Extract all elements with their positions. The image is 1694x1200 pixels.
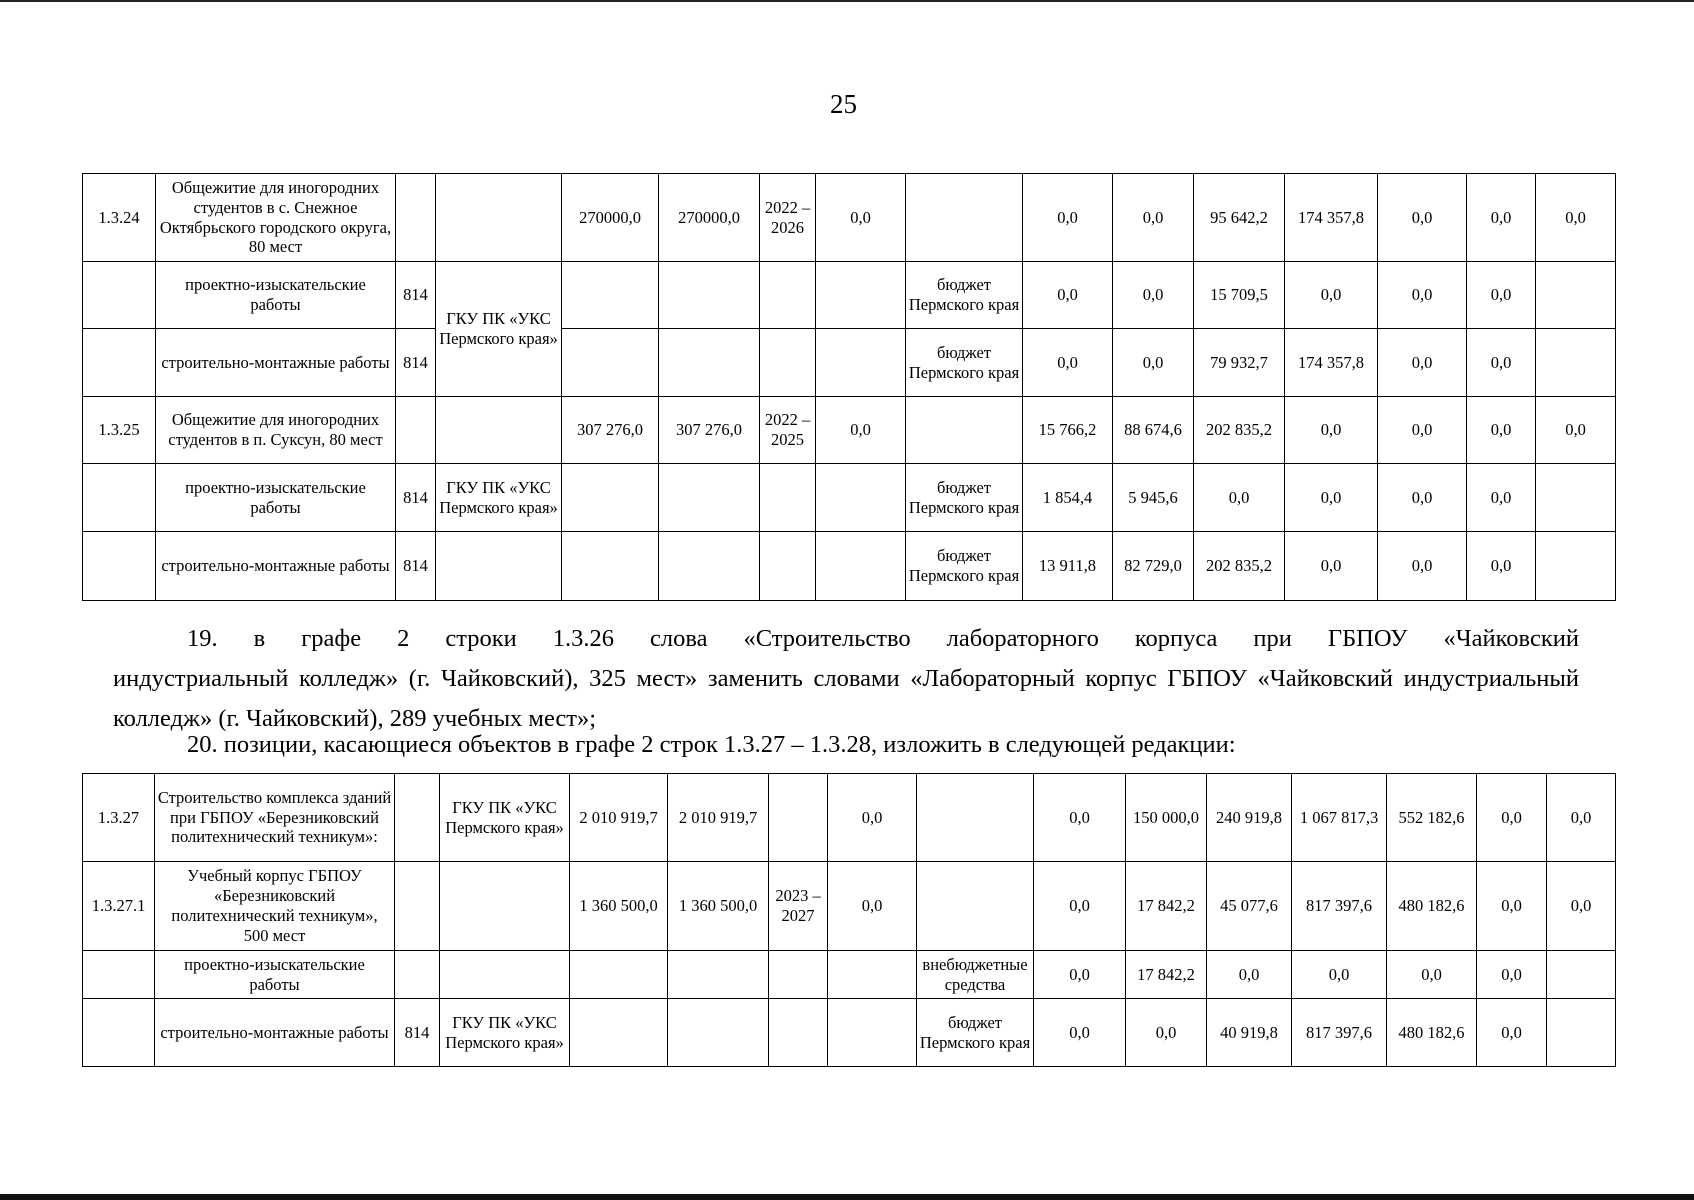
code-cell (395, 862, 440, 951)
value-cell: 0,0 (1467, 464, 1536, 532)
value-cell (828, 951, 917, 999)
value-cell: 174 357,8 (1285, 329, 1378, 397)
table-row (83, 262, 1616, 329)
customer-cell (436, 174, 562, 262)
value-cell: 0,0 (1378, 464, 1467, 532)
page-number: 25 (830, 89, 857, 119)
value-cell: 0,0 (1547, 862, 1616, 951)
source-cell (906, 174, 1023, 262)
object-name-cell: Общежитие для иногородних студентов в с. Снежное Октябрьского городского округа, 80 мест (156, 174, 396, 262)
customer-cell: ГКУ ПК «УКС Пермского края» (440, 999, 570, 1067)
cost-cell (562, 329, 659, 397)
value-cell: 0,0 (1034, 862, 1126, 951)
value-cell (1536, 532, 1616, 601)
value-cell: 0,0 (1023, 174, 1113, 262)
value-cell (1547, 951, 1616, 999)
object-name-cell: Учебный корпус ГБПОУ «Березниковский политехнический техникум», 500 мест (155, 862, 395, 951)
value-cell: 0,0 (1387, 951, 1477, 999)
value-cell: 88 674,6 (1113, 397, 1194, 464)
cost-cell: 307 276,0 (562, 397, 659, 464)
object-name-cell: строительно-монтажные работы (155, 999, 395, 1067)
value-cell: 15 766,2 (1023, 397, 1113, 464)
value-cell: 480 182,6 (1387, 862, 1477, 951)
value-cell: 45 077,6 (1207, 862, 1292, 951)
value-cell: 0,0 (1536, 397, 1616, 464)
period-cell (769, 774, 828, 862)
row-number-cell: 1.3.27.1 (83, 862, 155, 951)
cost-cell: 1 360 500,0 (668, 862, 769, 951)
value-cell (816, 464, 906, 532)
value-cell: 480 182,6 (1387, 999, 1477, 1067)
paragraph-19 (113, 619, 1579, 739)
cost-cell (659, 464, 760, 532)
source-cell: бюджет Пермского края (906, 329, 1023, 397)
value-cell: 0,0 (1126, 999, 1207, 1067)
value-cell: 0,0 (1023, 329, 1113, 397)
value-cell: 0,0 (1292, 951, 1387, 999)
value-cell (816, 532, 906, 601)
row-number-cell (83, 262, 156, 329)
value-cell: 0,0 (1285, 397, 1378, 464)
cost-cell: 2 010 919,7 (570, 774, 668, 862)
value-cell: 0,0 (1113, 174, 1194, 262)
cost-cell: 307 276,0 (659, 397, 760, 464)
customer-cell: ГКУ ПК «УКС Пермского края» (440, 774, 570, 862)
value-cell (1536, 329, 1616, 397)
value-cell: 0,0 (1467, 262, 1536, 329)
table-row (83, 951, 1616, 999)
value-cell: 17 842,2 (1126, 951, 1207, 999)
table-row (83, 174, 1616, 262)
value-cell: 1 854,4 (1023, 464, 1113, 532)
budget-table-2 (82, 773, 1616, 1067)
row-number-cell (83, 329, 156, 397)
value-cell: 817 397,6 (1292, 999, 1387, 1067)
value-cell: 0,0 (1536, 174, 1616, 262)
period-cell: 2023 – 2027 (769, 862, 828, 951)
row-number-cell (83, 464, 156, 532)
period-cell (760, 262, 816, 329)
code-cell: 814 (396, 329, 436, 397)
code-cell: 814 (395, 999, 440, 1067)
source-cell: бюджет Пермского края (906, 532, 1023, 601)
value-cell: 0,0 (1194, 464, 1285, 532)
value-cell: 0,0 (1034, 774, 1126, 862)
value-cell: 174 357,8 (1285, 174, 1378, 262)
row-number-cell (83, 999, 155, 1067)
value-cell: 0,0 (1467, 174, 1536, 262)
value-cell: 13 911,8 (1023, 532, 1113, 601)
period-cell (769, 951, 828, 999)
source-cell (917, 862, 1034, 951)
period-cell (760, 464, 816, 532)
value-cell: 0,0 (1207, 951, 1292, 999)
value-cell (816, 329, 906, 397)
object-name-cell: проектно-изыскательские работы (155, 951, 395, 999)
value-cell: 82 729,0 (1113, 532, 1194, 601)
value-cell: 15 709,5 (1194, 262, 1285, 329)
cost-cell (562, 532, 659, 601)
cost-cell (570, 951, 668, 999)
period-cell (769, 999, 828, 1067)
value-cell: 0,0 (1378, 532, 1467, 601)
customer-cell (440, 951, 570, 999)
value-cell: 0,0 (1477, 999, 1547, 1067)
source-cell: бюджет Пермского края (906, 464, 1023, 532)
value-cell: 0,0 (1467, 329, 1536, 397)
code-cell (396, 174, 436, 262)
value-cell: 0,0 (1034, 951, 1126, 999)
cost-cell (668, 951, 769, 999)
value-cell: 202 835,2 (1194, 397, 1285, 464)
row-number-cell: 1.3.27 (83, 774, 155, 862)
value-cell: 0,0 (1467, 532, 1536, 601)
customer-cell: ГКУ ПК «УКС Пермского края» (436, 464, 562, 532)
code-cell: 814 (396, 464, 436, 532)
object-name-cell: Строительство комплекса зданий при ГБПОУ «Березниковский политехнический техникум»: (155, 774, 395, 862)
table-row (83, 532, 1616, 601)
customer-cell: ГКУ ПК «УКС Пермского края» (436, 262, 562, 397)
value-cell (828, 999, 917, 1067)
object-name-cell: проектно-изыскательские работы (156, 262, 396, 329)
value-cell: 0,0 (1477, 774, 1547, 862)
value-cell: 0,0 (1034, 999, 1126, 1067)
cost-cell (659, 262, 760, 329)
value-cell: 40 919,8 (1207, 999, 1292, 1067)
value-cell: 817 397,6 (1292, 862, 1387, 951)
cost-cell: 270000,0 (659, 174, 760, 262)
value-cell: 150 000,0 (1126, 774, 1207, 862)
cost-cell (659, 532, 760, 601)
cost-cell: 1 360 500,0 (570, 862, 668, 951)
value-cell: 0,0 (816, 174, 906, 262)
source-cell: внебюджетные средства (917, 951, 1034, 999)
value-cell (1547, 999, 1616, 1067)
cost-cell (659, 329, 760, 397)
table-row (83, 397, 1616, 464)
cost-cell: 270000,0 (562, 174, 659, 262)
value-cell: 0,0 (1378, 329, 1467, 397)
code-cell (396, 397, 436, 464)
table-row (83, 464, 1616, 532)
value-cell: 552 182,6 (1387, 774, 1477, 862)
object-name-cell: строительно-монтажные работы (156, 532, 396, 601)
code-cell (395, 774, 440, 862)
paragraph-19-continuation: индустриальный колледж» (г. Чайковский), 325 мест» заменить словами «Лабораторный корпус ГБПОУ «Чайковский индустриальный колледж» (г. Чайковский), 289 учебных мест»; (113, 665, 1579, 732)
value-cell (1536, 262, 1616, 329)
value-cell: 202 835,2 (1194, 532, 1285, 601)
value-cell: 17 842,2 (1126, 862, 1207, 951)
value-cell: 0,0 (1378, 397, 1467, 464)
value-cell (816, 262, 906, 329)
customer-cell (436, 532, 562, 601)
code-cell: 814 (396, 532, 436, 601)
row-number-cell: 1.3.24 (83, 174, 156, 262)
source-cell: бюджет Пермского края (906, 262, 1023, 329)
source-cell (917, 774, 1034, 862)
value-cell: 0,0 (1477, 862, 1547, 951)
value-cell: 5 945,6 (1113, 464, 1194, 532)
value-cell: 0,0 (828, 774, 917, 862)
scan-edge-bottom (0, 1194, 1694, 1200)
value-cell: 0,0 (1477, 951, 1547, 999)
table-row (83, 774, 1616, 862)
object-name-cell: проектно-изыскательские работы (156, 464, 396, 532)
value-cell: 0,0 (1023, 262, 1113, 329)
row-number-cell (83, 532, 156, 601)
table-row (83, 862, 1616, 951)
period-cell (760, 329, 816, 397)
row-number-cell: 1.3.25 (83, 397, 156, 464)
value-cell: 95 642,2 (1194, 174, 1285, 262)
value-cell: 240 919,8 (1207, 774, 1292, 862)
value-cell: 1 067 817,3 (1292, 774, 1387, 862)
value-cell: 0,0 (1285, 262, 1378, 329)
value-cell: 0,0 (828, 862, 917, 951)
value-cell: 0,0 (1378, 262, 1467, 329)
customer-cell (440, 862, 570, 951)
object-name-cell: строительно-монтажные работы (156, 329, 396, 397)
table-row (83, 999, 1616, 1067)
value-cell: 79 932,7 (1194, 329, 1285, 397)
cost-cell (668, 999, 769, 1067)
cost-cell (562, 262, 659, 329)
code-cell (395, 951, 440, 999)
row-number-cell (83, 951, 155, 999)
cost-cell (562, 464, 659, 532)
value-cell: 0,0 (1285, 532, 1378, 601)
scan-edge-top (0, 0, 1694, 2)
value-cell: 0,0 (1467, 397, 1536, 464)
cost-cell: 2 010 919,7 (668, 774, 769, 862)
object-name-cell: Общежитие для иногородних студентов в п. Суксун, 80 мест (156, 397, 396, 464)
source-cell (906, 397, 1023, 464)
code-cell: 814 (396, 262, 436, 329)
value-cell: 0,0 (1113, 262, 1194, 329)
cost-cell (570, 999, 668, 1067)
value-cell: 0,0 (1113, 329, 1194, 397)
value-cell: 0,0 (1378, 174, 1467, 262)
budget-table-1 (82, 173, 1616, 601)
period-cell (760, 532, 816, 601)
value-cell (1536, 464, 1616, 532)
value-cell: 0,0 (816, 397, 906, 464)
period-cell: 2022 – 2026 (760, 174, 816, 262)
table-row (83, 329, 1616, 397)
value-cell: 0,0 (1285, 464, 1378, 532)
source-cell: бюджет Пермского края (917, 999, 1034, 1067)
paragraph-19-first-line: 19. в графе 2 строки 1.3.26 слова «Строительство лабораторного корпуса при ГБПОУ «Чайковский (187, 625, 1579, 652)
value-cell: 0,0 (1547, 774, 1616, 862)
customer-cell (436, 397, 562, 464)
period-cell: 2022 – 2025 (760, 397, 816, 464)
paragraph-20: 20. позиции, касающиеся объектов в графе 2 строк 1.3.27 – 1.3.28, изложить в следующей редакции: (187, 731, 1236, 758)
